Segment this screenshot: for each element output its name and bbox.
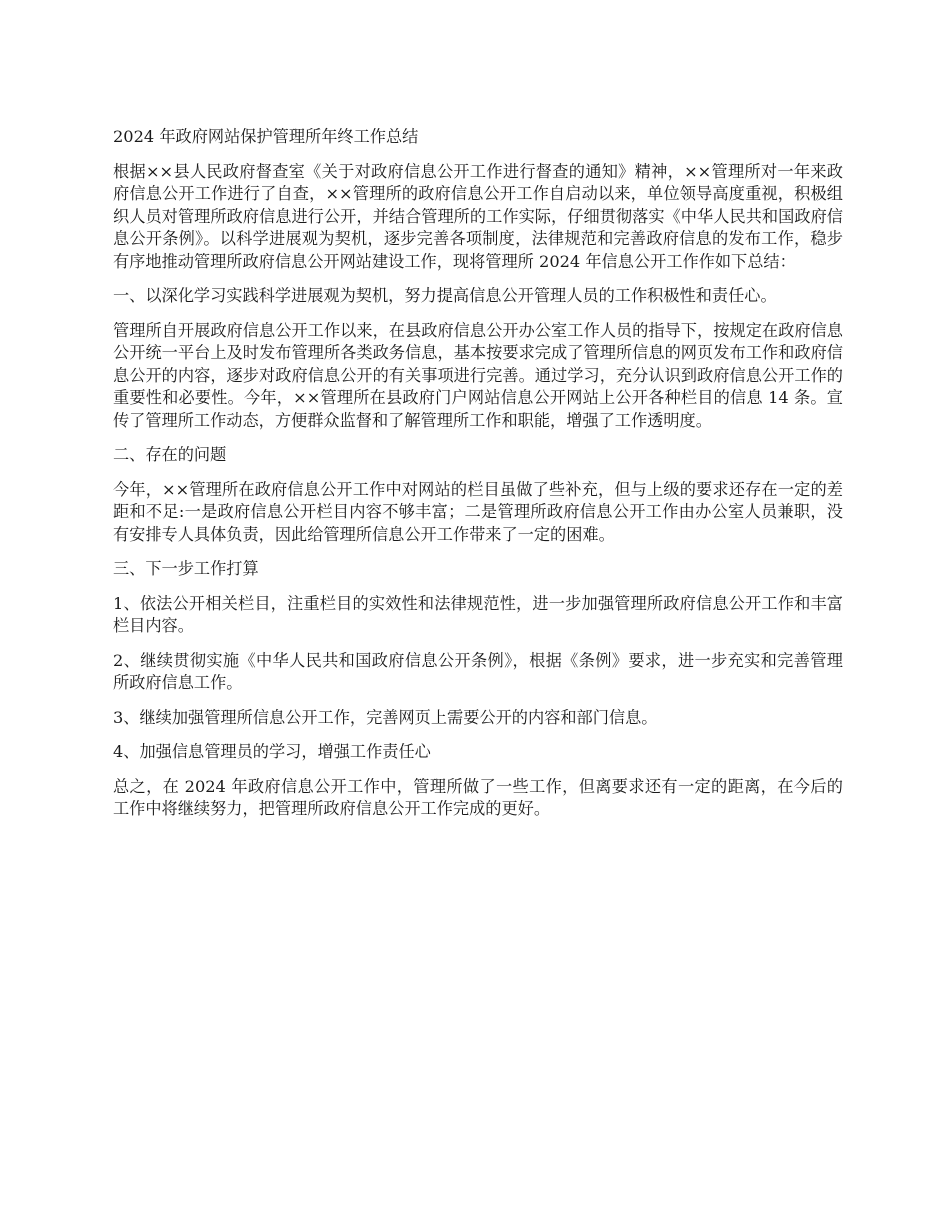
section-1-paragraph: 管理所自开展政府信息公开工作以来，在县政府信息公开办公室工作人员的指导下，按规定在政府信息公开统一平台上及时发布管理所各类政务信息，基本按要求完成了管理所信息的网页发布工作和政府信息公开的内容，逐步对政府信息公开的有关事项进行完善。通过学习，充分认识到政府信息公开工作的重要性和必要性。今年，××管理所在县政府门户网站信息公开网站上公开各种栏目的信息 14 条。宣传了管理所工作动态，方便群众监督和了解管理所工作和职能，增强了工作透明度。 [113, 320, 843, 430]
document-body [113, 126, 843, 833]
plan-item-3: 3、继续加强管理所信息公开工作，完善网页上需要公开的内容和部门信息。 [113, 707, 658, 727]
plan-item-1: 1、依法公开相关栏目，注重栏目的实效性和法律规范性，进一步加强管理所政府信息公开工作和丰富栏目内容。 [113, 593, 843, 635]
plan-item-4: 4、加强信息管理员的学习，增强工作责任心 [113, 742, 431, 761]
intro-paragraph: 根据××县人民政府督查室《关于对政府信息公开工作进行督查的通知》精神，××管理所对一年来政府信息公开工作进行了自查，××管理所的政府信息公开工作自启动以来，单位领导高度重视，积极组织人员对管理所政府信息进行公开，并结合管理所的工作实际，仔细贯彻落实《中华人民共和国政府信息公开条例》。以科学进展观为契机，逐步完善各项制度，法律规范和完善政府信息的发布工作，稳步有序地推动管理所政府信息公开网站建设工作，现将管理所 2024 年信息公开工作作如下总结： [113, 161, 843, 271]
conclusion-paragraph: 总之，在 2024 年政府信息公开工作中，管理所做了一些工作，但离要求还有一定的距离，在今后的工作中将继续努力，把管理所政府信息公开工作完成的更好。 [113, 776, 843, 818]
section-heading-3: 三、下一步工作打算 [113, 559, 259, 578]
document-title: 2024 年政府网站保护管理所年终工作总结 [113, 127, 419, 146]
section-heading-1: 一、以深化学习实践科学进展观为契机，努力提高信息公开管理人员的工作积极性和责任心。 [113, 286, 777, 305]
section-2-paragraph: 今年，××管理所在政府信息公开工作中对网站的栏目虽做了些补充，但与上级的要求还存在一定的差距和不足:一是政府信息公开栏目内容不够丰富；二是管理所政府信息公开工作由办公室人员兼职，没有安排专人具体负责，因此给管理所信息公开工作带来了一定的困难。 [113, 479, 843, 544]
plan-item-2: 2、继续贯彻实施《中华人民共和国政府信息公开条例》，根据《条例》要求，进一步充实和完善管理所政府信息工作。 [113, 650, 843, 692]
section-heading-2: 二、存在的问题 [113, 445, 227, 464]
